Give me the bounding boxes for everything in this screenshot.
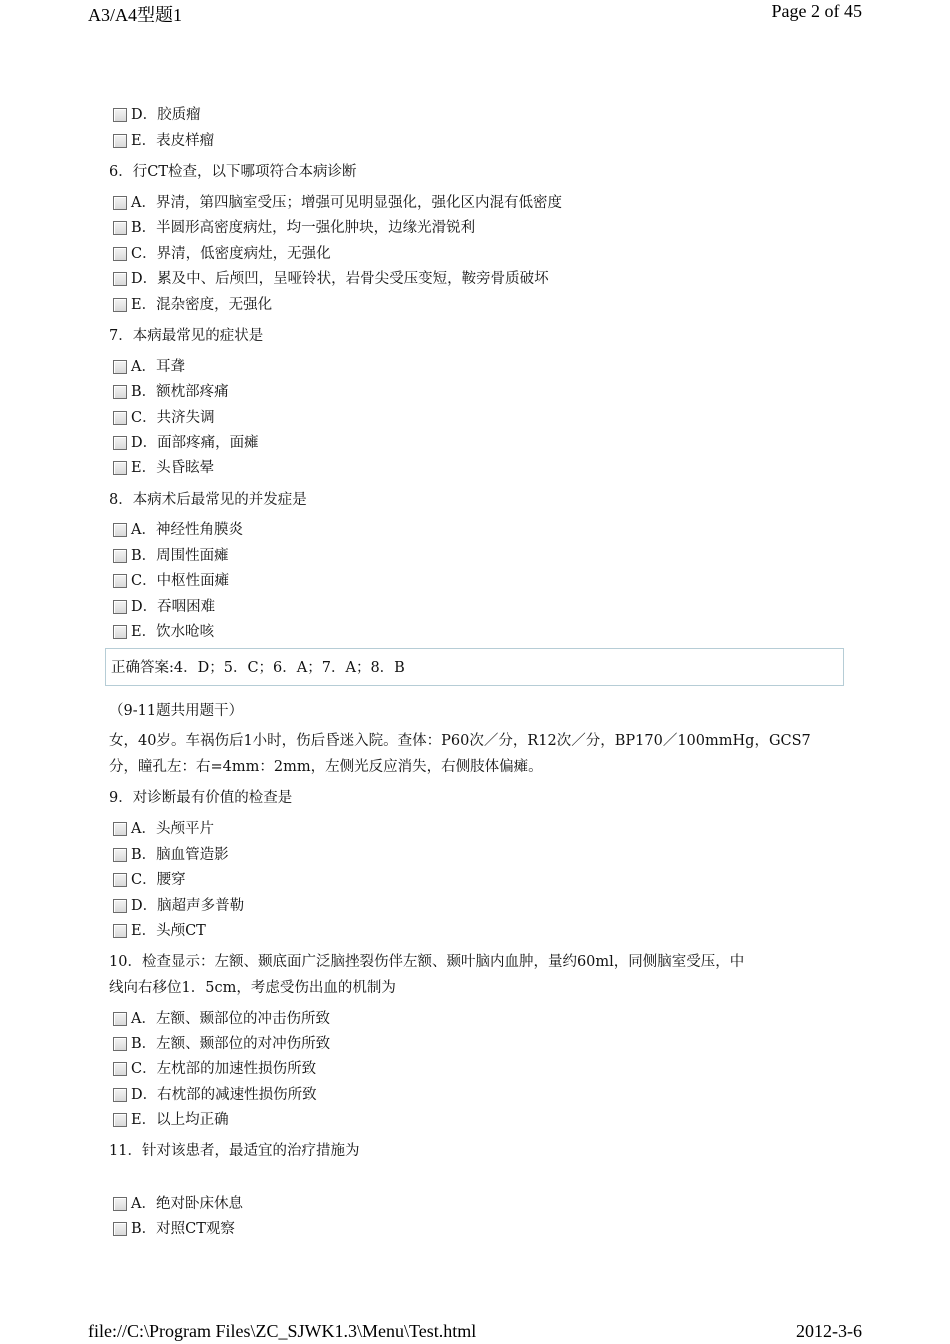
file-path: file://C:\Program Files\ZC_SJWK1.3\Menu\Test.html: [88, 1321, 477, 1341]
checkbox[interactable]: [113, 411, 127, 425]
question-11-stem: 11．针对该患者，最适宜的治疗措施为: [109, 1143, 360, 1159]
option-q9-e[interactable]: E．头颅CT: [113, 921, 206, 941]
question-10-stem-line-1: 10．检查显示：左额、颞底面广泛脑挫裂伤伴左额、颞叶脑内血肿，量约60ml，同侧脑室受压，中: [109, 954, 745, 970]
question-7-stem: 7．本病最常见的症状是: [109, 328, 264, 344]
checkbox[interactable]: [113, 360, 127, 374]
checkbox[interactable]: [113, 436, 127, 450]
option-q7-d[interactable]: D．面部疼痛，面瘫: [113, 433, 259, 453]
checkbox[interactable]: [113, 899, 127, 913]
checkbox[interactable]: [113, 221, 127, 235]
checkbox[interactable]: [113, 298, 127, 312]
option-q7-e[interactable]: E．头昏眩晕: [113, 458, 214, 478]
checkbox[interactable]: [113, 1113, 127, 1127]
checkbox[interactable]: [113, 1037, 127, 1051]
checkbox[interactable]: [113, 196, 127, 210]
group-label: （9-11题共用题干）: [109, 703, 244, 719]
checkbox[interactable]: [113, 247, 127, 261]
option-q11-a[interactable]: A．绝对卧床休息: [113, 1194, 243, 1214]
group-stem-line-1: 女，40岁。车祸伤后1小时，伤后昏迷入院。查体：P60次／分，R12次／分，BP170／100mmHg，GCS7: [109, 733, 811, 749]
checkbox[interactable]: [113, 461, 127, 475]
option-q5-e[interactable]: E．表皮样瘤: [113, 131, 214, 151]
checkbox[interactable]: [113, 625, 127, 639]
header-title: A3/A4型题1: [88, 5, 182, 25]
checkbox[interactable]: [113, 1222, 127, 1236]
group-stem-line-2: 分，瞳孔左：右=4mm：2mm，左侧光反应消失，右侧肢体偏瘫。: [109, 759, 543, 775]
option-q10-a[interactable]: A．左额、颞部位的冲击伤所致: [113, 1009, 330, 1029]
option-q9-d[interactable]: D．脑超声多普勒: [113, 896, 244, 916]
question-10-stem-line-2: 线向右移位1．5cm，考虑受伤出血的机制为: [109, 980, 396, 996]
option-q7-b[interactable]: B．额枕部疼痛: [113, 382, 229, 402]
checkbox[interactable]: [113, 574, 127, 588]
option-q9-a[interactable]: A．头颅平片: [113, 819, 214, 839]
option-q5-d[interactable]: D．胶质瘤: [113, 105, 201, 125]
print-date: 2012-3-6: [796, 1321, 862, 1341]
checkbox[interactable]: [113, 848, 127, 862]
option-q8-b[interactable]: B．周围性面瘫: [113, 546, 229, 566]
checkbox[interactable]: [113, 873, 127, 887]
option-q8-e[interactable]: E．饮水呛咳: [113, 622, 214, 642]
option-q7-c[interactable]: C．共济失调: [113, 408, 215, 428]
option-q9-c[interactable]: C．腰穿: [113, 870, 186, 890]
option-q6-a[interactable]: A．界清，第四脑室受压；增强可见明显强化，强化区内混有低密度: [113, 193, 562, 213]
checkbox[interactable]: [113, 924, 127, 938]
checkbox[interactable]: [113, 1197, 127, 1211]
checkbox[interactable]: [113, 1012, 127, 1026]
checkbox[interactable]: [113, 272, 127, 286]
option-q10-e[interactable]: E．以上均正确: [113, 1110, 229, 1130]
option-q7-a[interactable]: A．耳聋: [113, 357, 185, 377]
answer-box: 正确答案:4．D；5．C；6．A；7．A；8．B: [105, 648, 844, 686]
option-q6-b[interactable]: B．半圆形高密度病灶，均一强化肿块，边缘光滑锐利: [113, 218, 475, 238]
option-q8-a[interactable]: A．神经性角膜炎: [113, 520, 243, 540]
option-q6-e[interactable]: E．混杂密度，无强化: [113, 295, 272, 315]
option-q8-c[interactable]: C．中枢性面瘫: [113, 571, 229, 591]
option-q6-c[interactable]: C．界清，低密度病灶，无强化: [113, 244, 331, 264]
checkbox[interactable]: [113, 134, 127, 148]
checkbox[interactable]: [113, 108, 127, 122]
question-9-stem: 9．对诊断最有价值的检查是: [109, 790, 293, 806]
page-number: Page 2 of 45: [771, 1, 862, 21]
option-q8-d[interactable]: D．吞咽困难: [113, 597, 215, 617]
checkbox[interactable]: [113, 1062, 127, 1076]
checkbox[interactable]: [113, 385, 127, 399]
question-8-stem: 8．本病术后最常见的并发症是: [109, 492, 307, 508]
option-q6-d[interactable]: D．累及中、后颅凹，呈哑铃状，岩骨尖受压变短，鞍旁骨质破坏: [113, 269, 549, 289]
checkbox[interactable]: [113, 600, 127, 614]
checkbox[interactable]: [113, 1088, 127, 1102]
checkbox[interactable]: [113, 549, 127, 563]
option-q9-b[interactable]: B．脑血管造影: [113, 845, 229, 865]
checkbox[interactable]: [113, 523, 127, 537]
option-q10-c[interactable]: C．左枕部的加速性损伤所致: [113, 1059, 316, 1079]
question-6-stem: 6．行CT检查，以下哪项符合本病诊断: [109, 164, 357, 180]
checkbox[interactable]: [113, 822, 127, 836]
option-q10-d[interactable]: D．右枕部的减速性损伤所致: [113, 1085, 317, 1105]
option-q10-b[interactable]: B．左额、颞部位的对冲伤所致: [113, 1034, 330, 1054]
option-q11-b[interactable]: B．对照CT观察: [113, 1219, 235, 1239]
